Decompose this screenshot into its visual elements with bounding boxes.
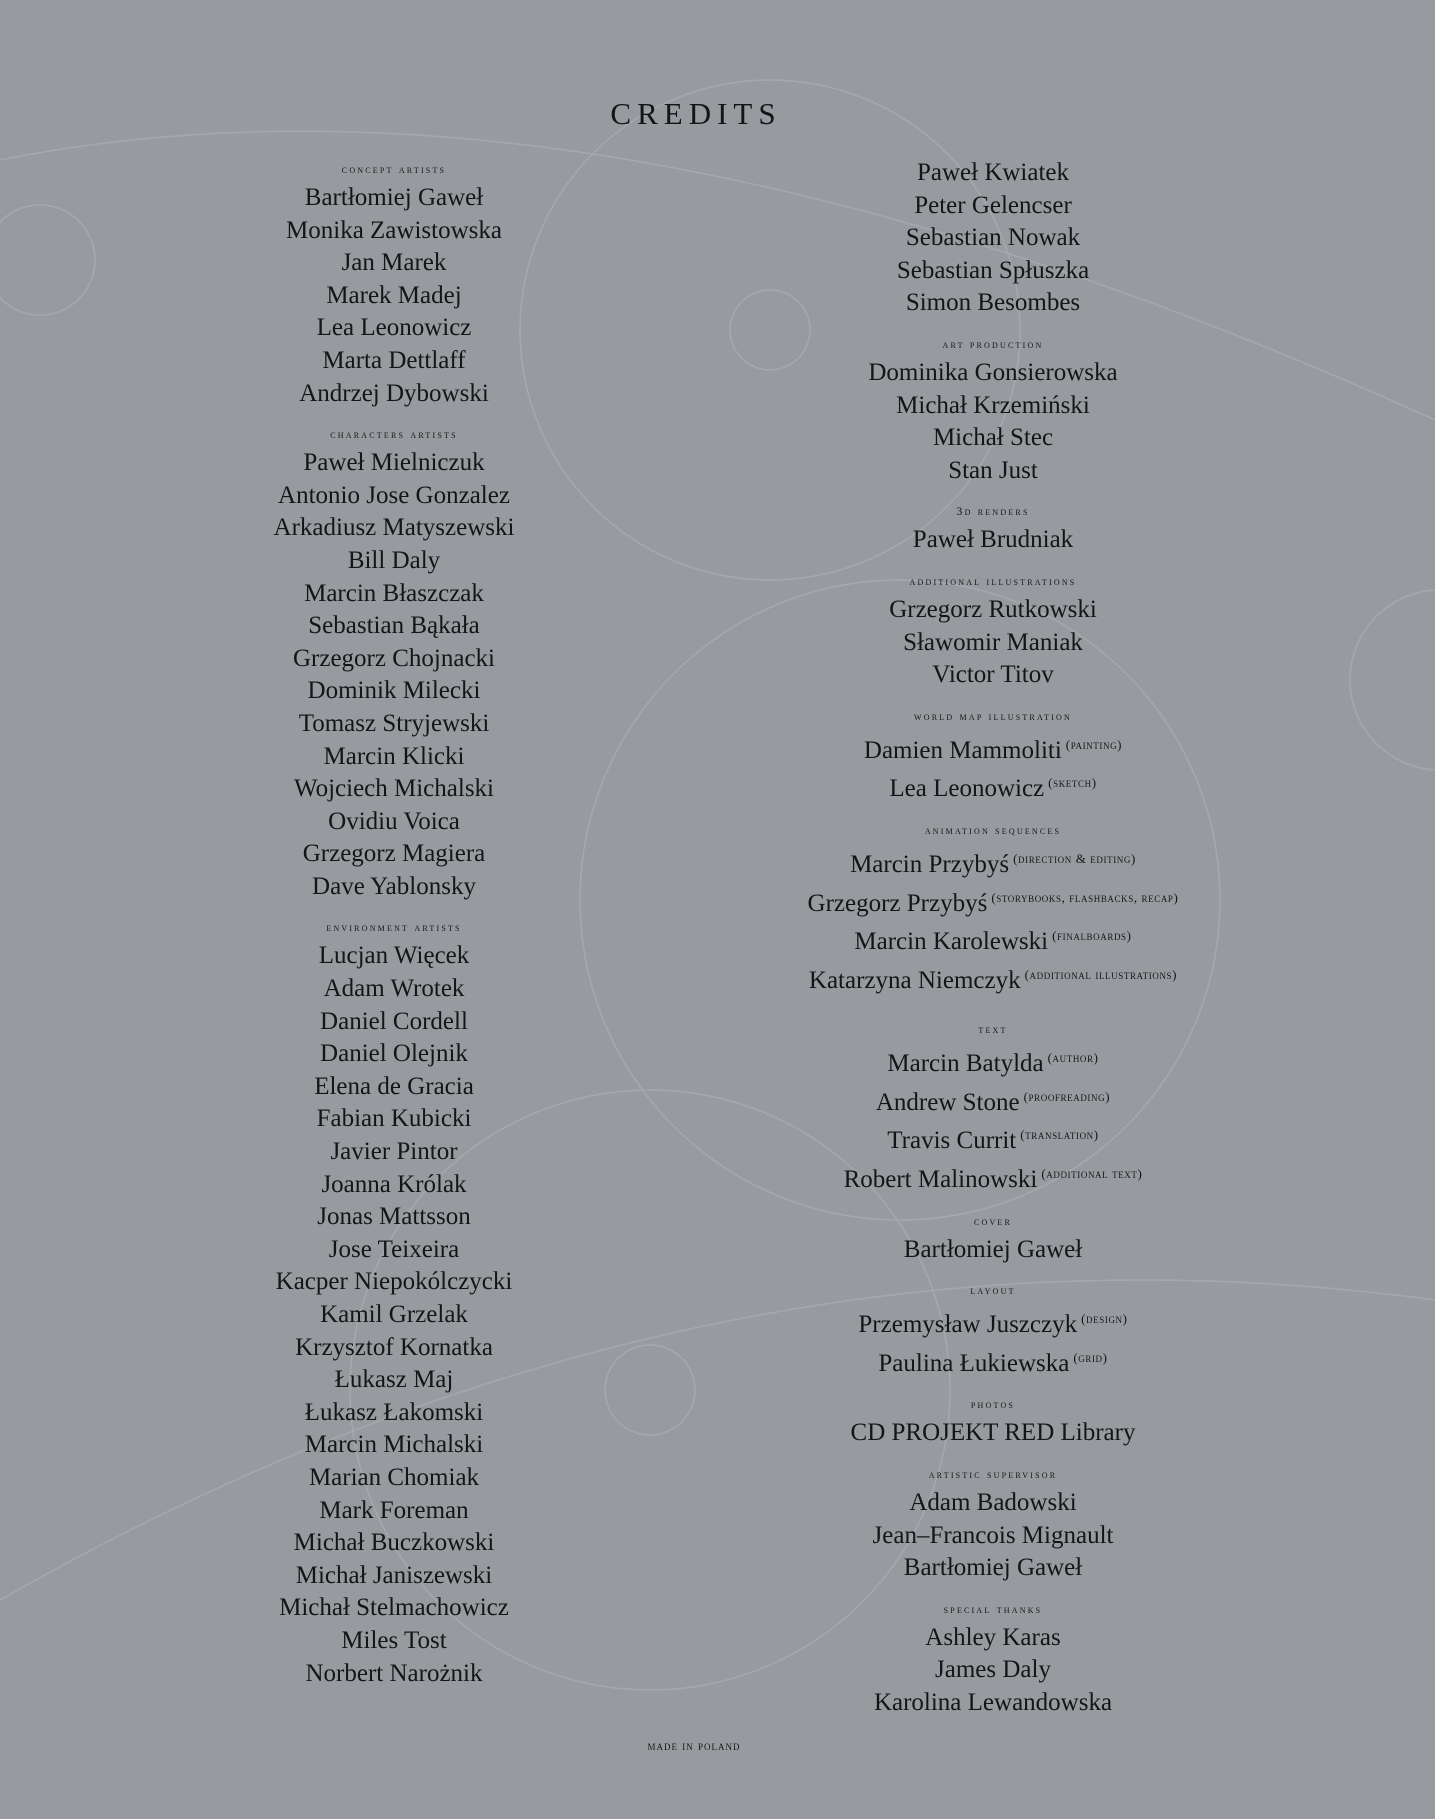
credit-role-note: (painting)	[1065, 736, 1123, 752]
credit-name: Krzysztof Kornatka	[295, 1333, 493, 1361]
credit-entry	[94, 940, 694, 973]
credit-entry	[94, 773, 694, 806]
section-heading: animation sequences	[924, 822, 1062, 837]
credit-role-note: (grid)	[1073, 1349, 1108, 1365]
credit-name: Daniel Cordell	[320, 1007, 468, 1035]
credit-name: Travis Currit	[887, 1127, 1017, 1155]
credit-name: Michał Stec	[932, 424, 1054, 452]
section-heading: text	[978, 1022, 1008, 1037]
credit-name: Marcin Błaszczak	[304, 579, 484, 607]
credit-name: Simon Besombes	[905, 289, 1081, 317]
credit-entry	[94, 838, 694, 871]
credit-name: Kacper Niepokólczycki	[275, 1268, 513, 1296]
section-heading: cover	[973, 1213, 1013, 1228]
credit-name: Grzegorz Przybyś	[807, 889, 988, 917]
credit-name: Karolina Lewandowska	[873, 1689, 1113, 1716]
section-heading: world map illustration	[914, 708, 1072, 723]
credit-name: Adam Wrotek	[323, 975, 465, 1003]
credit-role-note: (design)	[1081, 1311, 1128, 1327]
credit-role-note: (storybooks, flashbacks, recap)	[991, 889, 1179, 905]
credit-name: Victor Titov	[932, 661, 1054, 689]
credit-entry	[94, 1103, 694, 1136]
credit-entry	[94, 1658, 694, 1691]
credit-entry	[693, 1654, 1293, 1687]
credit-role-note: (finalboards)	[1052, 928, 1132, 944]
credit-name: Antonio Jose Gonzalez	[278, 481, 510, 509]
credit-entry	[693, 659, 1293, 692]
section-heading: environment artists	[326, 920, 462, 935]
section-heading: artistic supervisor	[928, 1467, 1058, 1482]
credit-entry	[94, 806, 694, 839]
credit-name: Jan Marek	[341, 249, 447, 277]
credit-role-note: (additional text)	[1041, 1166, 1143, 1182]
credit-entry	[94, 280, 694, 313]
page-title: CREDITS	[610, 96, 782, 131]
credit-entry	[693, 222, 1293, 255]
credit-name: Marcin Przybyś	[850, 850, 1010, 878]
credit-name: Dominika Gonsierowska	[868, 358, 1118, 386]
credit-name: Sebastian Bąkała	[308, 612, 480, 640]
credit-name: Fabian Kubicki	[316, 1105, 472, 1133]
credit-name: Tomasz Stryjewski	[298, 709, 490, 737]
credit-entry	[693, 1234, 1293, 1267]
section-heading: art production	[942, 336, 1044, 351]
credit-entry	[94, 973, 694, 1006]
credit-entry	[94, 1495, 694, 1528]
credit-entry	[693, 843, 1293, 882]
credit-name: Marcin Batylda	[887, 1050, 1044, 1078]
credit-entry	[693, 1158, 1293, 1197]
section-heading: photos	[970, 1397, 1016, 1412]
credit-name: Robert Malinowski	[843, 1166, 1038, 1194]
credit-entry	[94, 578, 694, 611]
credit-entry	[693, 287, 1293, 320]
credit-entry	[94, 545, 694, 578]
credit-entry	[94, 741, 694, 774]
credit-name: Przemysław Juszczyk	[858, 1311, 1078, 1339]
credit-name: Monika Zawistowska	[286, 216, 502, 244]
credit-entry	[693, 1687, 1293, 1720]
credit-entry	[693, 1417, 1293, 1450]
credit-entry	[94, 1625, 694, 1658]
credit-entry	[693, 157, 1293, 190]
credit-entry	[94, 610, 694, 643]
credit-name: Kamil Grzelak	[320, 1301, 468, 1328]
credit-entry	[94, 675, 694, 708]
credit-name: Javier Pintor	[330, 1138, 458, 1166]
made-in-poland-footer: made in poland	[647, 1738, 741, 1753]
credit-entry	[94, 1266, 694, 1299]
credit-name: Elena de Gracia	[314, 1072, 474, 1100]
section-heading: special thanks	[943, 1601, 1043, 1616]
credit-entry	[693, 594, 1293, 627]
credit-entry	[94, 1429, 694, 1462]
credit-entry	[94, 1397, 694, 1430]
credit-name: Michał Buczkowski	[293, 1529, 495, 1557]
credit-entry	[94, 312, 694, 345]
credit-name: Marian Chomiak	[308, 1463, 480, 1491]
credit-name: Łukasz Łakomski	[304, 1398, 484, 1426]
credits-column-left	[94, 157, 694, 1690]
credit-entry	[693, 1342, 1293, 1381]
credit-name: Joanna Królak	[321, 1170, 467, 1198]
credit-entry	[94, 247, 694, 280]
credit-entry	[94, 447, 694, 480]
credit-name: Arkadiusz Matyszewski	[273, 514, 515, 542]
credit-entry	[693, 1520, 1293, 1553]
section-heading: layout	[970, 1283, 1016, 1298]
credit-entry	[94, 1299, 694, 1332]
credit-entry	[693, 627, 1293, 660]
credit-name: Dominik Milecki	[307, 677, 481, 705]
credit-name: Paweł Mielniczuk	[303, 449, 485, 477]
credit-name: Damien Mammoliti	[863, 736, 1062, 764]
credit-entry	[693, 190, 1293, 223]
credit-entry	[94, 643, 694, 676]
credit-name: James Daly	[935, 1656, 1051, 1684]
credit-name: Lucjan Więcek	[318, 942, 470, 970]
credit-name: Bill Daly	[347, 546, 441, 574]
credit-entry	[693, 1552, 1293, 1585]
credit-entry	[94, 1038, 694, 1071]
credit-name: Jonas Mattsson	[317, 1203, 471, 1231]
credit-entry	[693, 882, 1293, 921]
credit-name: Grzegorz Chojnacki	[292, 644, 495, 672]
credit-name: Łukasz Maj	[334, 1366, 454, 1394]
section-heading: concept artists	[341, 162, 447, 176]
credit-entry	[693, 1487, 1293, 1520]
credit-name: Marcin Klicki	[323, 742, 465, 770]
credit-name: Grzegorz Rutkowski	[889, 595, 1097, 623]
credit-entry	[94, 1071, 694, 1104]
credit-name: Bartłomiej Gaweł	[903, 1554, 1083, 1582]
credit-name: Wojciech Michalski	[293, 775, 494, 803]
credit-entry	[693, 959, 1293, 998]
section-spacer	[693, 997, 1293, 1005]
section-heading: additional illustrations	[909, 573, 1077, 588]
credit-name: Stan Just	[948, 456, 1038, 484]
credit-entry	[693, 920, 1293, 959]
credits-column-right	[693, 157, 1293, 1720]
credit-name: Michał Krzemiński	[896, 391, 1090, 419]
credit-entry	[693, 390, 1293, 423]
credit-entry	[94, 182, 694, 215]
credit-entry	[94, 1364, 694, 1397]
credit-name: Marek Madej	[326, 281, 462, 309]
credit-name: Michał Stelmachowicz	[279, 1594, 509, 1622]
credit-role-note: (direction & editing)	[1013, 850, 1136, 866]
credit-name: Norbert Narożnik	[305, 1659, 483, 1687]
credit-entry	[94, 871, 694, 904]
credit-entry	[94, 1560, 694, 1593]
credit-entry	[94, 378, 694, 411]
credit-entry	[693, 524, 1293, 557]
credit-name: Ashley Karas	[925, 1623, 1061, 1651]
credit-entry	[94, 345, 694, 378]
credit-entry	[94, 215, 694, 248]
credit-role-note: (additional illustrations)	[1024, 966, 1178, 982]
section-heading: characters artists	[330, 427, 458, 442]
credit-entry	[693, 455, 1293, 488]
credit-entry	[94, 1006, 694, 1039]
credit-name: Daniel Olejnik	[320, 1040, 468, 1068]
credit-entry	[693, 357, 1293, 390]
credit-entry	[94, 1527, 694, 1560]
credit-name: Paweł Brudniak	[912, 526, 1074, 554]
credit-name: Adam Badowski	[909, 1489, 1077, 1517]
credit-entry	[693, 255, 1293, 288]
credit-role-note: (translation)	[1020, 1127, 1099, 1143]
credit-name: Marcin Michalski	[304, 1431, 484, 1459]
credit-name: Paulina Łukiewska	[878, 1349, 1070, 1377]
credit-name: Lea Leonowicz	[889, 775, 1045, 803]
credit-entry	[94, 1234, 694, 1267]
credit-name: Andrew Stone	[875, 1088, 1020, 1116]
credit-name: Katarzyna Niemczyk	[808, 966, 1021, 994]
credit-entry	[94, 1201, 694, 1234]
credit-entry	[693, 1119, 1293, 1158]
credit-name: Andrzej Dybowski	[299, 379, 489, 407]
credit-name: Sławomir Maniak	[903, 628, 1083, 656]
credit-name: Sebastian Spłuszka	[896, 256, 1090, 284]
credit-entry	[693, 422, 1293, 455]
credit-name: Ovidiu Voica	[328, 807, 460, 835]
credit-entry	[693, 1081, 1293, 1120]
credit-name: Miles Tost	[341, 1626, 447, 1654]
credit-name: Marta Dettlaff	[322, 346, 466, 374]
credit-entry	[94, 480, 694, 513]
credit-name: Jean–Francois Mignault	[872, 1521, 1114, 1549]
credit-entry	[693, 729, 1293, 768]
credit-entry	[94, 1462, 694, 1495]
credit-role-note: (sketch)	[1048, 775, 1097, 791]
credit-entry	[693, 1303, 1293, 1342]
credit-name: Michał Janiszewski	[295, 1561, 493, 1589]
section-heading: 3d renders	[956, 504, 1030, 519]
credit-name: Bartłomiej Gaweł	[304, 184, 484, 211]
credit-name: Lea Leonowicz	[316, 314, 472, 342]
credit-name: Grzegorz Magiera	[302, 840, 486, 868]
credit-name: Bartłomiej Gaweł	[903, 1235, 1083, 1263]
credit-entry	[94, 1169, 694, 1202]
credit-name: Jose Teixeira	[328, 1235, 460, 1263]
credit-name: Paweł Kwiatek	[916, 159, 1070, 186]
credit-name: Mark Foreman	[319, 1496, 469, 1524]
credit-name: Marcin Karolewski	[854, 928, 1049, 956]
credit-name: CD PROJEKT RED Library	[850, 1419, 1136, 1447]
credit-entry	[94, 708, 694, 741]
credit-role-note: (author)	[1047, 1050, 1099, 1066]
credit-name: Dave Yablonsky	[312, 872, 476, 900]
credit-name: Sebastian Nowak	[905, 224, 1081, 252]
credit-name: Peter Gelencser	[914, 191, 1072, 219]
credit-entry	[94, 1332, 694, 1365]
credit-entry	[94, 1136, 694, 1169]
credit-entry	[693, 1042, 1293, 1081]
credit-entry	[693, 767, 1293, 806]
credit-entry	[94, 1592, 694, 1625]
credit-role-note: (proofreading)	[1023, 1088, 1111, 1104]
credit-entry	[693, 1622, 1293, 1655]
credit-entry	[94, 512, 694, 545]
